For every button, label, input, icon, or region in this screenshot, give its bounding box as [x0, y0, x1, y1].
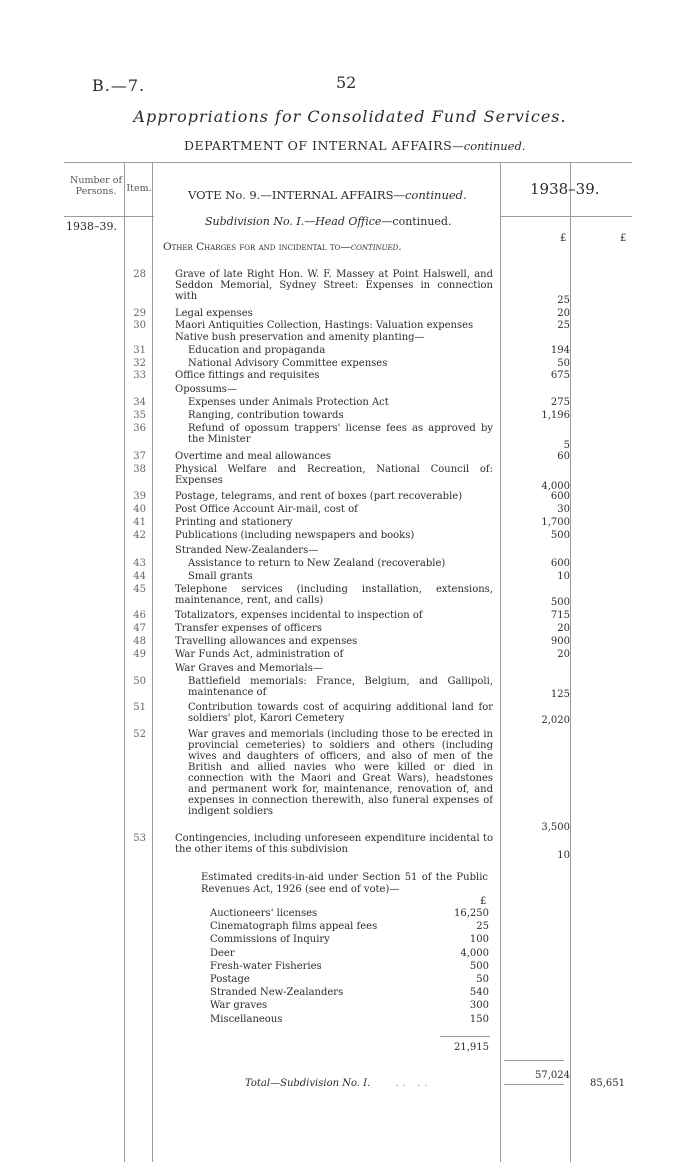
table-top-rule — [64, 162, 632, 163]
item-description: Publications (including newspapers and books) — [175, 530, 415, 541]
item-number: 32 — [133, 358, 146, 369]
item-number: 39 — [133, 491, 146, 502]
item-amount: 675 — [550, 370, 570, 381]
item-number: 29 — [133, 308, 146, 319]
credit-name: War graves — [210, 1000, 268, 1012]
item-description: Maori Antiquities Collection, Hastings: Valuation expenses — [175, 320, 474, 331]
item-description: Small grants — [188, 571, 253, 582]
item-description: Education and propaganda — [188, 345, 326, 356]
subtotal-rule-bottom — [504, 1084, 564, 1085]
item-description: Opossums— — [175, 384, 237, 395]
credit-amount: 300 — [469, 1000, 489, 1012]
credit-amount: 540 — [469, 987, 489, 999]
item-amount: 600 — [550, 491, 570, 502]
item-description: Overtime and meal allowances — [175, 451, 332, 462]
subdivision-heading — [205, 215, 451, 228]
item-description: Printing and stationery — [175, 517, 293, 528]
section-suffix: continued. — [350, 241, 402, 253]
item-number: 42 — [133, 530, 146, 541]
item-number: 51 — [133, 702, 146, 713]
persons-column-rule — [124, 162, 125, 1162]
vote-title-text: VOTE No. 9.—INTERNAL AFFAIRS— — [188, 188, 405, 202]
item-number: 33 — [133, 370, 146, 381]
item-column-header: Item. — [126, 183, 152, 194]
item-number: 37 — [133, 451, 146, 462]
item-amount: 60 — [557, 451, 570, 462]
total-column-rule — [570, 162, 571, 1162]
item-amount: 3,500 — [541, 822, 570, 833]
item-number: 49 — [133, 649, 146, 660]
credit-name: Commissions of Inquiry — [210, 934, 330, 946]
subdivision-suffix: —continued. — [381, 215, 452, 228]
item-description: Totalizators, expenses incidental to inspection of — [175, 610, 423, 621]
item-number: 48 — [133, 636, 146, 647]
item-description: Post Office Account Air-mail, cost of — [175, 504, 358, 515]
department-heading — [184, 138, 525, 153]
item-amount: 1,196 — [541, 410, 570, 421]
credit-name: Stranded New-Zealanders — [210, 987, 344, 999]
persons-year: 1938–39. — [66, 220, 117, 233]
item-amount: 50 — [557, 358, 570, 369]
item-number: 46 — [133, 610, 146, 621]
credit-amount: 25 — [476, 921, 489, 933]
credit-name: Deer — [210, 947, 235, 959]
department-name: DEPARTMENT OF INTERNAL AFFAIRS — [184, 138, 453, 153]
item-description: War Graves and Memorials— — [175, 663, 323, 674]
item-description: Stranded New-Zealanders— — [175, 545, 319, 556]
item-number: 34 — [133, 397, 146, 408]
item-amount: 4,000 — [541, 481, 570, 492]
item-amount: 1,700 — [541, 517, 570, 528]
credit-name: Auctioneers' licenses — [210, 908, 318, 919]
item-description: Native bush preservation and amenity planting— — [175, 332, 425, 343]
credits-total-rule — [440, 1036, 490, 1037]
item-amount: 25 — [557, 320, 570, 331]
credit-name: Cinematograph films appeal fees — [210, 921, 378, 933]
item-description: Battlefield memorials: France, Belgium, and Gallipoli, maintenance of — [188, 676, 493, 698]
item-amount: 25 — [557, 295, 570, 306]
item-description: Grave of late Right Hon. W. F. Massey at Point Halswell, and Seddon Memorial, Sydney Street: Expenses in connection with — [175, 269, 493, 302]
item-amount: 125 — [550, 689, 570, 700]
page-title: Appropriations for Consolidated Fund Services. — [133, 107, 567, 126]
item-number: 38 — [133, 464, 146, 475]
department-suffix: —continued. — [452, 139, 526, 153]
item-description: Legal expenses — [175, 308, 253, 319]
credit-amount: 4,000 — [460, 947, 489, 959]
leader-dots: .. .. — [395, 1078, 432, 1089]
amount-column-rule — [500, 162, 501, 1162]
item-description: Ranging, contribution towards — [188, 410, 344, 421]
item-amount: 10 — [557, 850, 570, 861]
credit-amount: 50 — [476, 974, 489, 985]
item-description: War Funds Act, administration of — [175, 649, 344, 660]
item-description: Physical Welfare and Recreation, National Council of: Expenses — [175, 464, 493, 486]
item-number: 45 — [133, 584, 146, 595]
subdivision-total-text: Total—Subdivision No. I. — [245, 1078, 371, 1089]
item-amount: 715 — [550, 610, 570, 621]
item-amount: 194 — [550, 345, 570, 356]
item-number: 43 — [133, 558, 146, 569]
item-amount: 900 — [550, 636, 570, 647]
credits-currency: £ — [480, 896, 487, 907]
year-header-rule — [500, 216, 632, 217]
item-number: 40 — [133, 504, 146, 515]
item-description: Expenses under Animals Protection Act — [188, 397, 389, 408]
credit-name: Postage — [210, 974, 250, 985]
section-name: Other Charges for and incidental to— — [163, 241, 351, 253]
item-number: 30 — [133, 320, 146, 331]
item-amount: 20 — [557, 623, 570, 634]
estimates-year: 1938–39. — [530, 180, 600, 198]
page-number: 52 — [336, 73, 357, 92]
item-description: War graves and memorials (including those to be erected in provincial cemeteries) to soldiers and others (including wives and daughters of officers, and also of men of the British and allied navies who were killed or died in connection with the Maori and Great Wars), headstones and permanent work for, maintenance, renovation of, and expenses in connection therewith, also funeral expenses of indigent soldiers — [188, 729, 493, 817]
item-description: National Advisory Committee expenses — [188, 358, 388, 369]
credit-amount: 500 — [469, 960, 489, 972]
credit-name: Fresh-water Fisheries — [210, 960, 322, 972]
credits-heading: Estimated credits-in-aid under Section 51 of the Public Revenues Act, 1926 (see end of vote)— — [201, 872, 488, 895]
subdivision-total-label — [245, 1078, 431, 1089]
item-amount: 5 — [563, 440, 570, 451]
item-description: Assistance to return to New Zealand (recoverable) — [188, 558, 446, 569]
credit-amount: 16,250 — [454, 908, 489, 919]
item-number: 53 — [133, 833, 146, 844]
item-number: 31 — [133, 345, 146, 356]
item-amount: 275 — [550, 397, 570, 408]
item-description: Contingencies, including unforeseen expenditure incidental to the other items of this subdivision — [175, 833, 493, 855]
subdivision-subtotal: 57,024 — [535, 1070, 570, 1081]
item-number: 28 — [133, 269, 146, 280]
item-number: 44 — [133, 571, 146, 582]
item-description: Contribution towards cost of acquiring additional land for soldiers' plot, Karori Cemetery — [188, 702, 493, 724]
vote-title — [188, 188, 467, 202]
vote-title-suffix: continued. — [404, 188, 467, 202]
currency-symbol-items: £ — [560, 233, 567, 244]
item-number: 47 — [133, 623, 146, 634]
persons-header-rule — [64, 216, 154, 217]
item-number: 36 — [133, 423, 146, 434]
item-amount: 600 — [550, 558, 570, 569]
credit-name: Miscellaneous — [210, 1013, 283, 1025]
item-amount: 2,020 — [541, 715, 570, 726]
item-amount: 500 — [550, 530, 570, 541]
currency-symbol-total: £ — [620, 233, 627, 244]
item-description: Office fittings and requisites — [175, 370, 320, 381]
item-amount: 500 — [550, 597, 570, 608]
subtotal-rule-top — [504, 1060, 564, 1061]
item-number: 41 — [133, 517, 146, 528]
credits-total: 21,915 — [454, 1042, 489, 1053]
report-reference: B.—7. — [92, 76, 146, 95]
subdivision-name: Subdivision No. I.—Head Office — [205, 215, 382, 228]
item-description: Postage, telegrams, and rent of boxes (part recoverable) — [175, 491, 463, 502]
item-description: Telephone services (including installation, extensions, maintenance, rent, and calls) — [175, 584, 493, 606]
item-amount: 10 — [557, 571, 570, 582]
item-amount: 30 — [557, 504, 570, 515]
persons-column-header: Number of Persons. — [70, 175, 122, 197]
item-number: 35 — [133, 410, 146, 421]
item-number: 52 — [133, 729, 146, 740]
grand-total: 85,651 — [590, 1078, 625, 1089]
item-description: Refund of opossum trappers' license fees as approved by the Minister — [188, 423, 493, 445]
item-description: Travelling allowances and expenses — [175, 636, 358, 647]
item-amount: 20 — [557, 649, 570, 660]
credit-amount: 150 — [469, 1013, 489, 1025]
item-number: 50 — [133, 676, 146, 687]
credit-amount: 100 — [469, 934, 489, 946]
item-amount: 20 — [557, 308, 570, 319]
item-column-rule — [152, 162, 153, 1162]
section-heading — [163, 241, 402, 253]
item-description: Transfer expenses of officers — [175, 623, 322, 634]
